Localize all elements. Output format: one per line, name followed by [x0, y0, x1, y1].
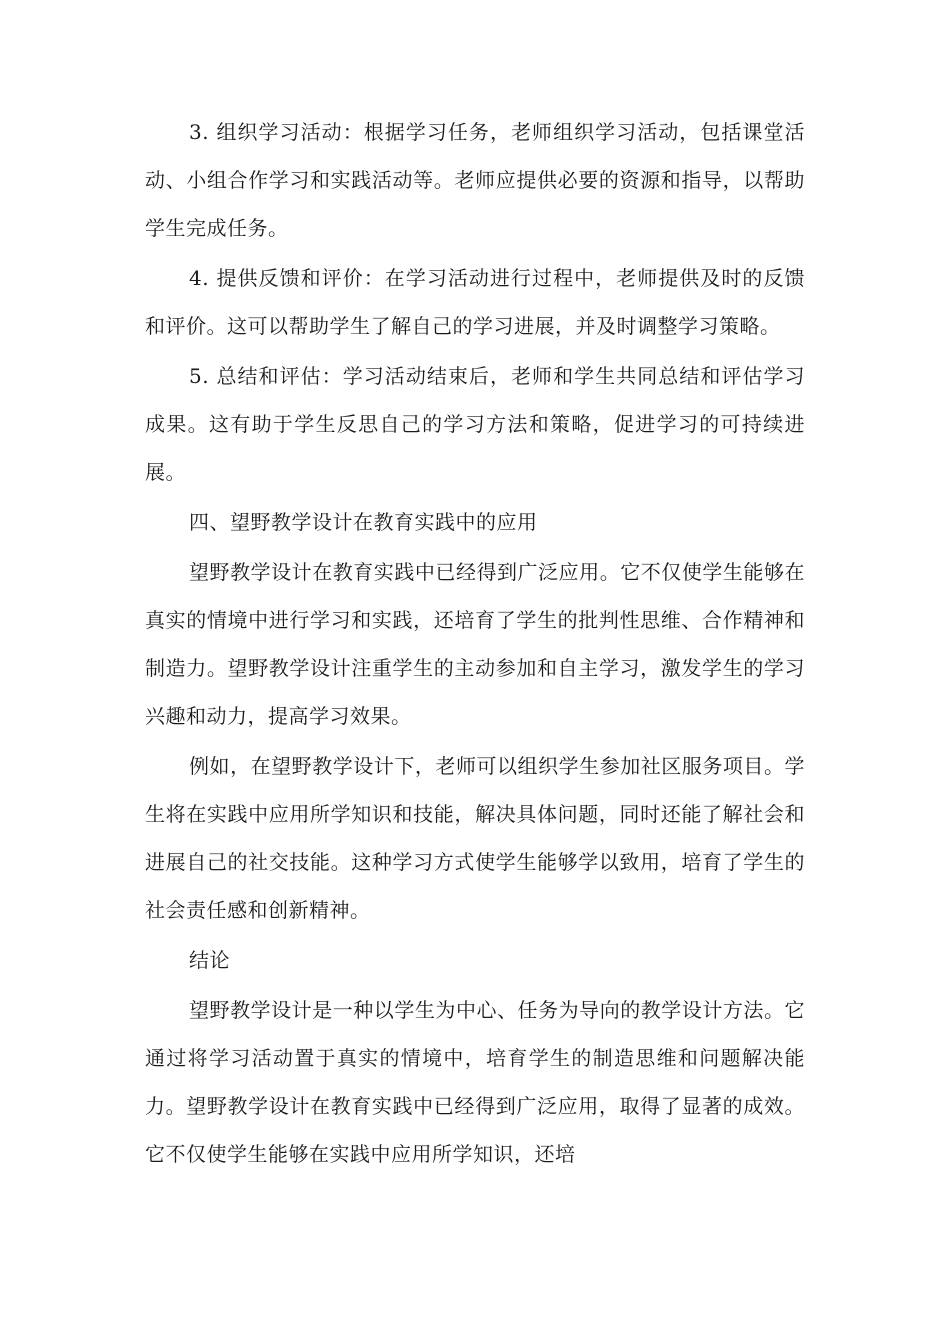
section-heading-application: 四、望野教学设计在教育实践中的应用 — [189, 510, 538, 534]
section-heading-conclusion: 结论 — [189, 948, 230, 972]
paragraph-example: 例如，在望野教学设计下，老师可以组织学生参加社区服务项目。学生将在实践中应用所学知识和技能，解决具体问题，同时还能了解社会和进展自己的社交技能。这种学习方式使学生能够学以致用，培育了学生的社会责任感和创新精神。 — [145, 754, 805, 922]
document-body — [145, 108, 805, 1180]
paragraph-conclusion: 望野教学设计是一种以学生为中心、任务为导向的教学设计方法。它通过将学习活动置于真实的情境中，培育学生的制造思维和问题解决能力。望野教学设计在教育实践中已经得到广泛应用，取得了显著的成效。它不仅使学生能够在实践中应用所学知识，还培 — [145, 998, 805, 1166]
paragraph-application: 望野教学设计在教育实践中已经得到广泛应用。它不仅使学生能够在真实的情境中进行学习和实践，还培育了学生的批判性思维、合作精神和制造力。望野教学设计注重学生的主动参加和自主学习，激发学生的学习兴趣和动力，提高学习效果。 — [145, 560, 805, 728]
paragraph-step-3: 3. 组织学习活动：根据学习任务，老师组织学习活动，包括课堂活动、小组合作学习和实践活动等。老师应提供必要的资源和指导，以帮助学生完成任务。 — [145, 120, 805, 240]
paragraph-step-4: 4. 提供反馈和评价：在学习活动进行过程中，老师提供及时的反馈和评价。这可以帮助学生了解自己的学习进展，并及时调整学习策略。 — [145, 266, 805, 338]
paragraph-step-5: 5. 总结和评估：学习活动结束后，老师和学生共同总结和评估学习成果。这有助于学生反思自己的学习方法和策略，促进学习的可持续进展。 — [145, 364, 805, 484]
